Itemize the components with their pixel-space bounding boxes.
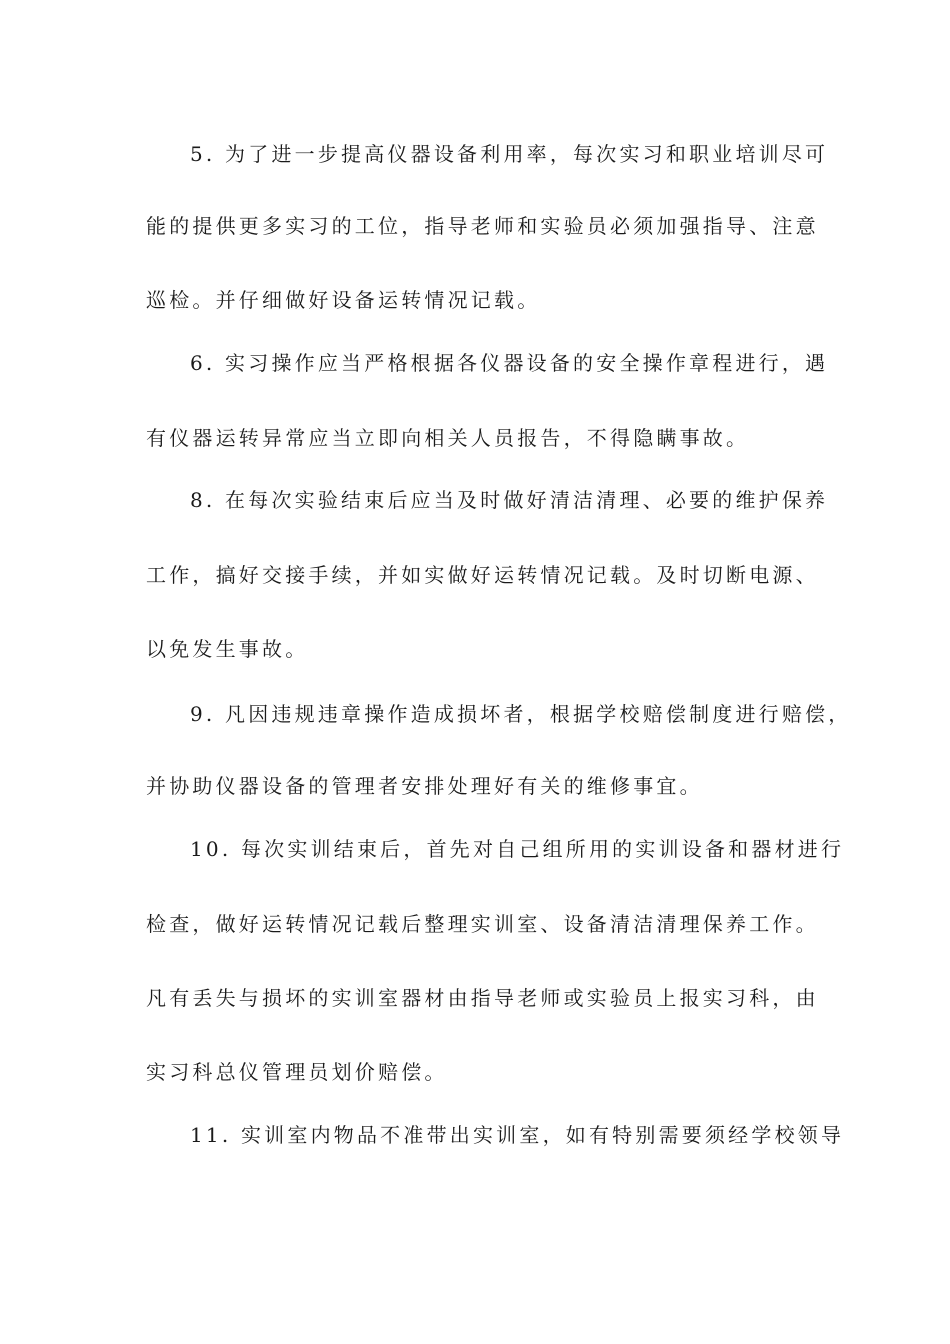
paragraph-10-line-3: 凡有丢失与损坏的实训室器材由指导老师或实验员上报实习科，由 [146, 986, 819, 1010]
paragraph-8-line-1: 8. 在每次实验结束后应当及时做好清洁清理、必要的维护保养 [190, 488, 829, 512]
paragraph-11-line-1: 11. 实训室内物品不准带出实训室，如有特别需要须经学校领导 [190, 1123, 845, 1147]
paragraph-5-line-2: 能的提供更多实习的工位，指导老师和实验员必须加强指导、注意 [146, 214, 819, 238]
paragraph-6-line-1: 6. 实习操作应当严格根据各仪器设备的安全操作章程进行，遇 [190, 351, 829, 375]
paragraph-8-line-3: 以免发生事故。 [146, 637, 309, 661]
paragraph-10-line-2: 检查，做好运转情况记载后整理实训室、设备清洁清理保养工作。 [146, 912, 819, 936]
paragraph-10-line-4: 实习科总仪管理员划价赔偿。 [146, 1060, 448, 1084]
paragraph-9-line-1: 9. 凡因违规违章操作造成损坏者，根据学校赔偿制度进行赔偿， [190, 702, 852, 726]
paragraph-5-line-1: 5. 为了进一步提高仪器设备利用率，每次实习和职业培训尽可 [190, 142, 829, 166]
paragraph-8-line-2: 工作，搞好交接手续，并如实做好运转情况记载。及时切断电源、 [146, 563, 819, 587]
paragraph-9-line-2: 并协助仪器设备的管理者安排处理好有关的维修事宜。 [146, 774, 703, 798]
paragraph-10-line-1: 10. 每次实训结束后，首先对自己组所用的实训设备和器材进行 [190, 837, 845, 861]
paragraph-5-line-3: 巡检。并仔细做好设备运转情况记载。 [146, 288, 541, 312]
paragraph-6-line-2: 有仪器运转异常应当立即向相关人员报告，不得隐瞒事故。 [146, 426, 750, 450]
